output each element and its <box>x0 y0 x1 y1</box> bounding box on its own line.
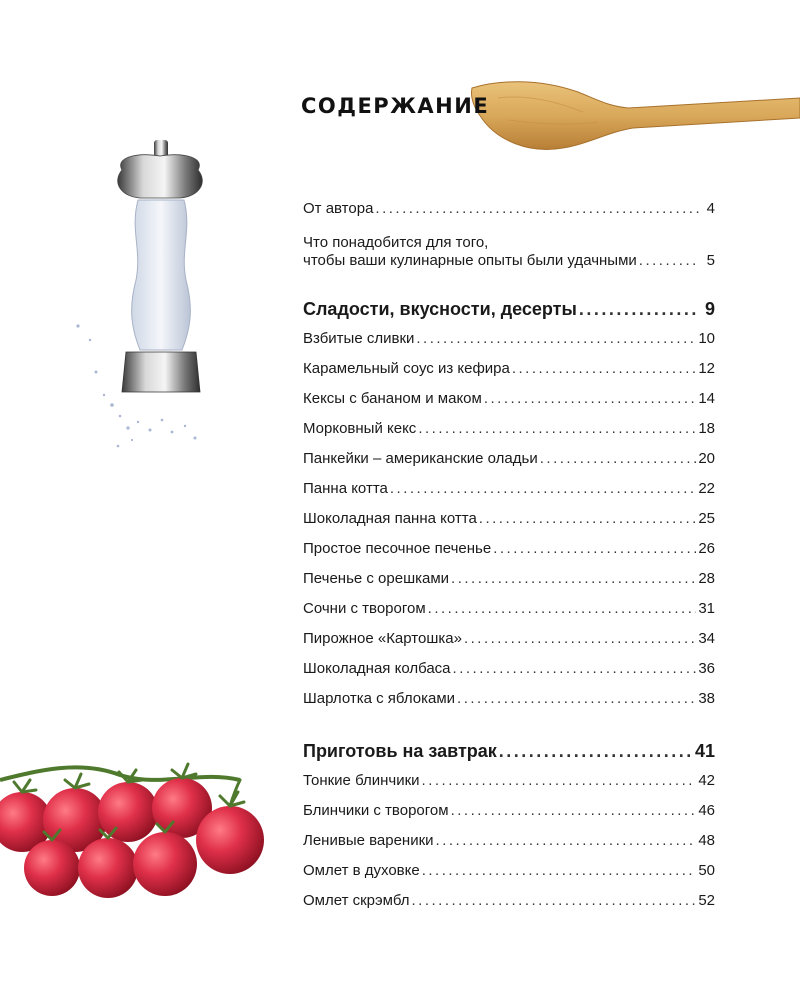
dot-leader <box>493 540 696 558</box>
dot-leader <box>436 832 697 850</box>
toc-page-number: 42 <box>698 772 715 789</box>
toc-page-number: 14 <box>698 390 715 407</box>
toc-page-number: 52 <box>698 892 715 909</box>
dot-leader <box>390 480 696 498</box>
dot-leader <box>479 510 697 528</box>
dot-leader <box>422 772 697 790</box>
toc-entry[interactable] <box>303 378 715 408</box>
toc-entry[interactable] <box>303 528 715 558</box>
toc-entry[interactable] <box>303 648 715 678</box>
pepper-grinder-illustration <box>60 140 220 460</box>
toc-entry-title: Шарлотка с яблоками <box>303 690 456 707</box>
toc-page-number: 10 <box>698 330 715 347</box>
dot-leader <box>422 862 697 880</box>
dot-leader <box>484 390 696 408</box>
toc-entry[interactable] <box>303 468 715 498</box>
dot-leader <box>512 360 696 378</box>
dot-leader <box>453 660 697 678</box>
toc-entry[interactable] <box>303 678 715 708</box>
toc-page-number: 26 <box>698 540 715 557</box>
page-title: СОДЕРЖАНИЕ <box>301 94 490 118</box>
dot-leader <box>451 570 696 588</box>
toc-entry-title: Шоколадная панна котта <box>303 510 477 527</box>
toc-section-heading[interactable] <box>303 284 715 318</box>
toc-entry[interactable] <box>303 348 715 378</box>
toc-entry[interactable] <box>303 790 715 820</box>
toc-entry-title: Омлет в духовке <box>303 862 420 879</box>
toc-entry-title: Морковный кекс <box>303 420 417 437</box>
toc-page-number: 50 <box>698 862 715 879</box>
toc-page-number: 38 <box>698 690 715 707</box>
toc-section-title: Сладости, вкусности, десерты <box>303 299 577 319</box>
toc-entry[interactable] <box>303 408 715 438</box>
toc-page-number: 5 <box>706 252 715 269</box>
toc-page-number: 25 <box>698 510 715 527</box>
toc-page-number: 34 <box>698 630 715 647</box>
toc-entry-title: Шоколадная колбаса <box>303 660 451 677</box>
toc-entry-title: Омлет скрэмбл <box>303 892 410 909</box>
toc-entry-title: Блинчики с творогом <box>303 802 449 819</box>
toc-entry-title: Тонкие блинчики <box>303 772 420 789</box>
toc-entry[interactable] <box>303 588 715 618</box>
dot-leader <box>540 450 697 468</box>
toc-section-title: Приготовь на завтрак <box>303 741 497 761</box>
toc-page-number: 31 <box>698 600 715 617</box>
toc-entry-title: Пирожное «Картошка» <box>303 630 462 647</box>
dot-leader <box>375 200 699 218</box>
toc-entry-title: Сочни с творогом <box>303 600 426 617</box>
toc-entry-title-line: Что понадобится для того, <box>303 234 489 251</box>
toc-entry[interactable] <box>303 558 715 588</box>
toc-page-number: 12 <box>698 360 715 377</box>
toc-entry-title: Простое песочное печенье <box>303 540 492 557</box>
toc-entry-title <box>303 234 637 270</box>
table-of-contents <box>303 188 715 910</box>
cherry-tomatoes-illustration <box>0 740 290 910</box>
toc-entry-title: Панна котта <box>303 480 388 497</box>
toc-page-number: 18 <box>698 420 715 437</box>
toc-page-number: 4 <box>706 200 715 217</box>
dot-leader <box>428 600 697 618</box>
toc-section-heading[interactable] <box>303 726 715 760</box>
toc-page-number: 36 <box>698 660 715 677</box>
toc-page-number: 46 <box>698 802 715 819</box>
dot-leader <box>412 892 697 910</box>
toc-entry[interactable] <box>303 218 715 270</box>
toc-entry[interactable] <box>303 850 715 880</box>
toc-entry-title-line: чтобы ваши кулинарные опыты были удачными <box>303 252 637 269</box>
dot-leader <box>639 252 699 270</box>
toc-entry-title: Карамельный соус из кефира <box>303 360 510 377</box>
dot-leader <box>579 300 699 318</box>
toc-entry-title: Печенье с орешками <box>303 570 450 587</box>
toc-entry[interactable] <box>303 438 715 468</box>
dot-leader <box>451 802 697 820</box>
toc-entry[interactable] <box>303 498 715 528</box>
toc-page-number: 28 <box>698 570 715 587</box>
toc-entry[interactable] <box>303 760 715 790</box>
toc-page-number: 9 <box>704 299 715 319</box>
toc-entry[interactable] <box>303 188 715 218</box>
dot-leader <box>464 630 696 648</box>
toc-entry-title: Взбитые сливки <box>303 330 415 347</box>
toc-page-number: 22 <box>698 480 715 497</box>
toc-entry[interactable] <box>303 820 715 850</box>
dot-leader <box>416 330 696 348</box>
dot-leader <box>457 690 696 708</box>
toc-entry-title: Кексы с бананом и маком <box>303 390 482 407</box>
toc-page-number: 20 <box>698 450 715 467</box>
dot-leader <box>499 742 693 760</box>
wooden-spatula-illustration <box>468 70 800 160</box>
toc-entry[interactable] <box>303 318 715 348</box>
toc-entry-title: Ленивые вареники <box>303 832 434 849</box>
toc-entry-title: Панкейки – американские оладьи <box>303 450 538 467</box>
dot-leader <box>418 420 696 438</box>
toc-entry[interactable] <box>303 618 715 648</box>
toc-entry-title: От автора <box>303 200 374 217</box>
toc-page-number: 48 <box>698 832 715 849</box>
toc-page-number: 41 <box>694 741 715 761</box>
toc-entry[interactable] <box>303 880 715 910</box>
